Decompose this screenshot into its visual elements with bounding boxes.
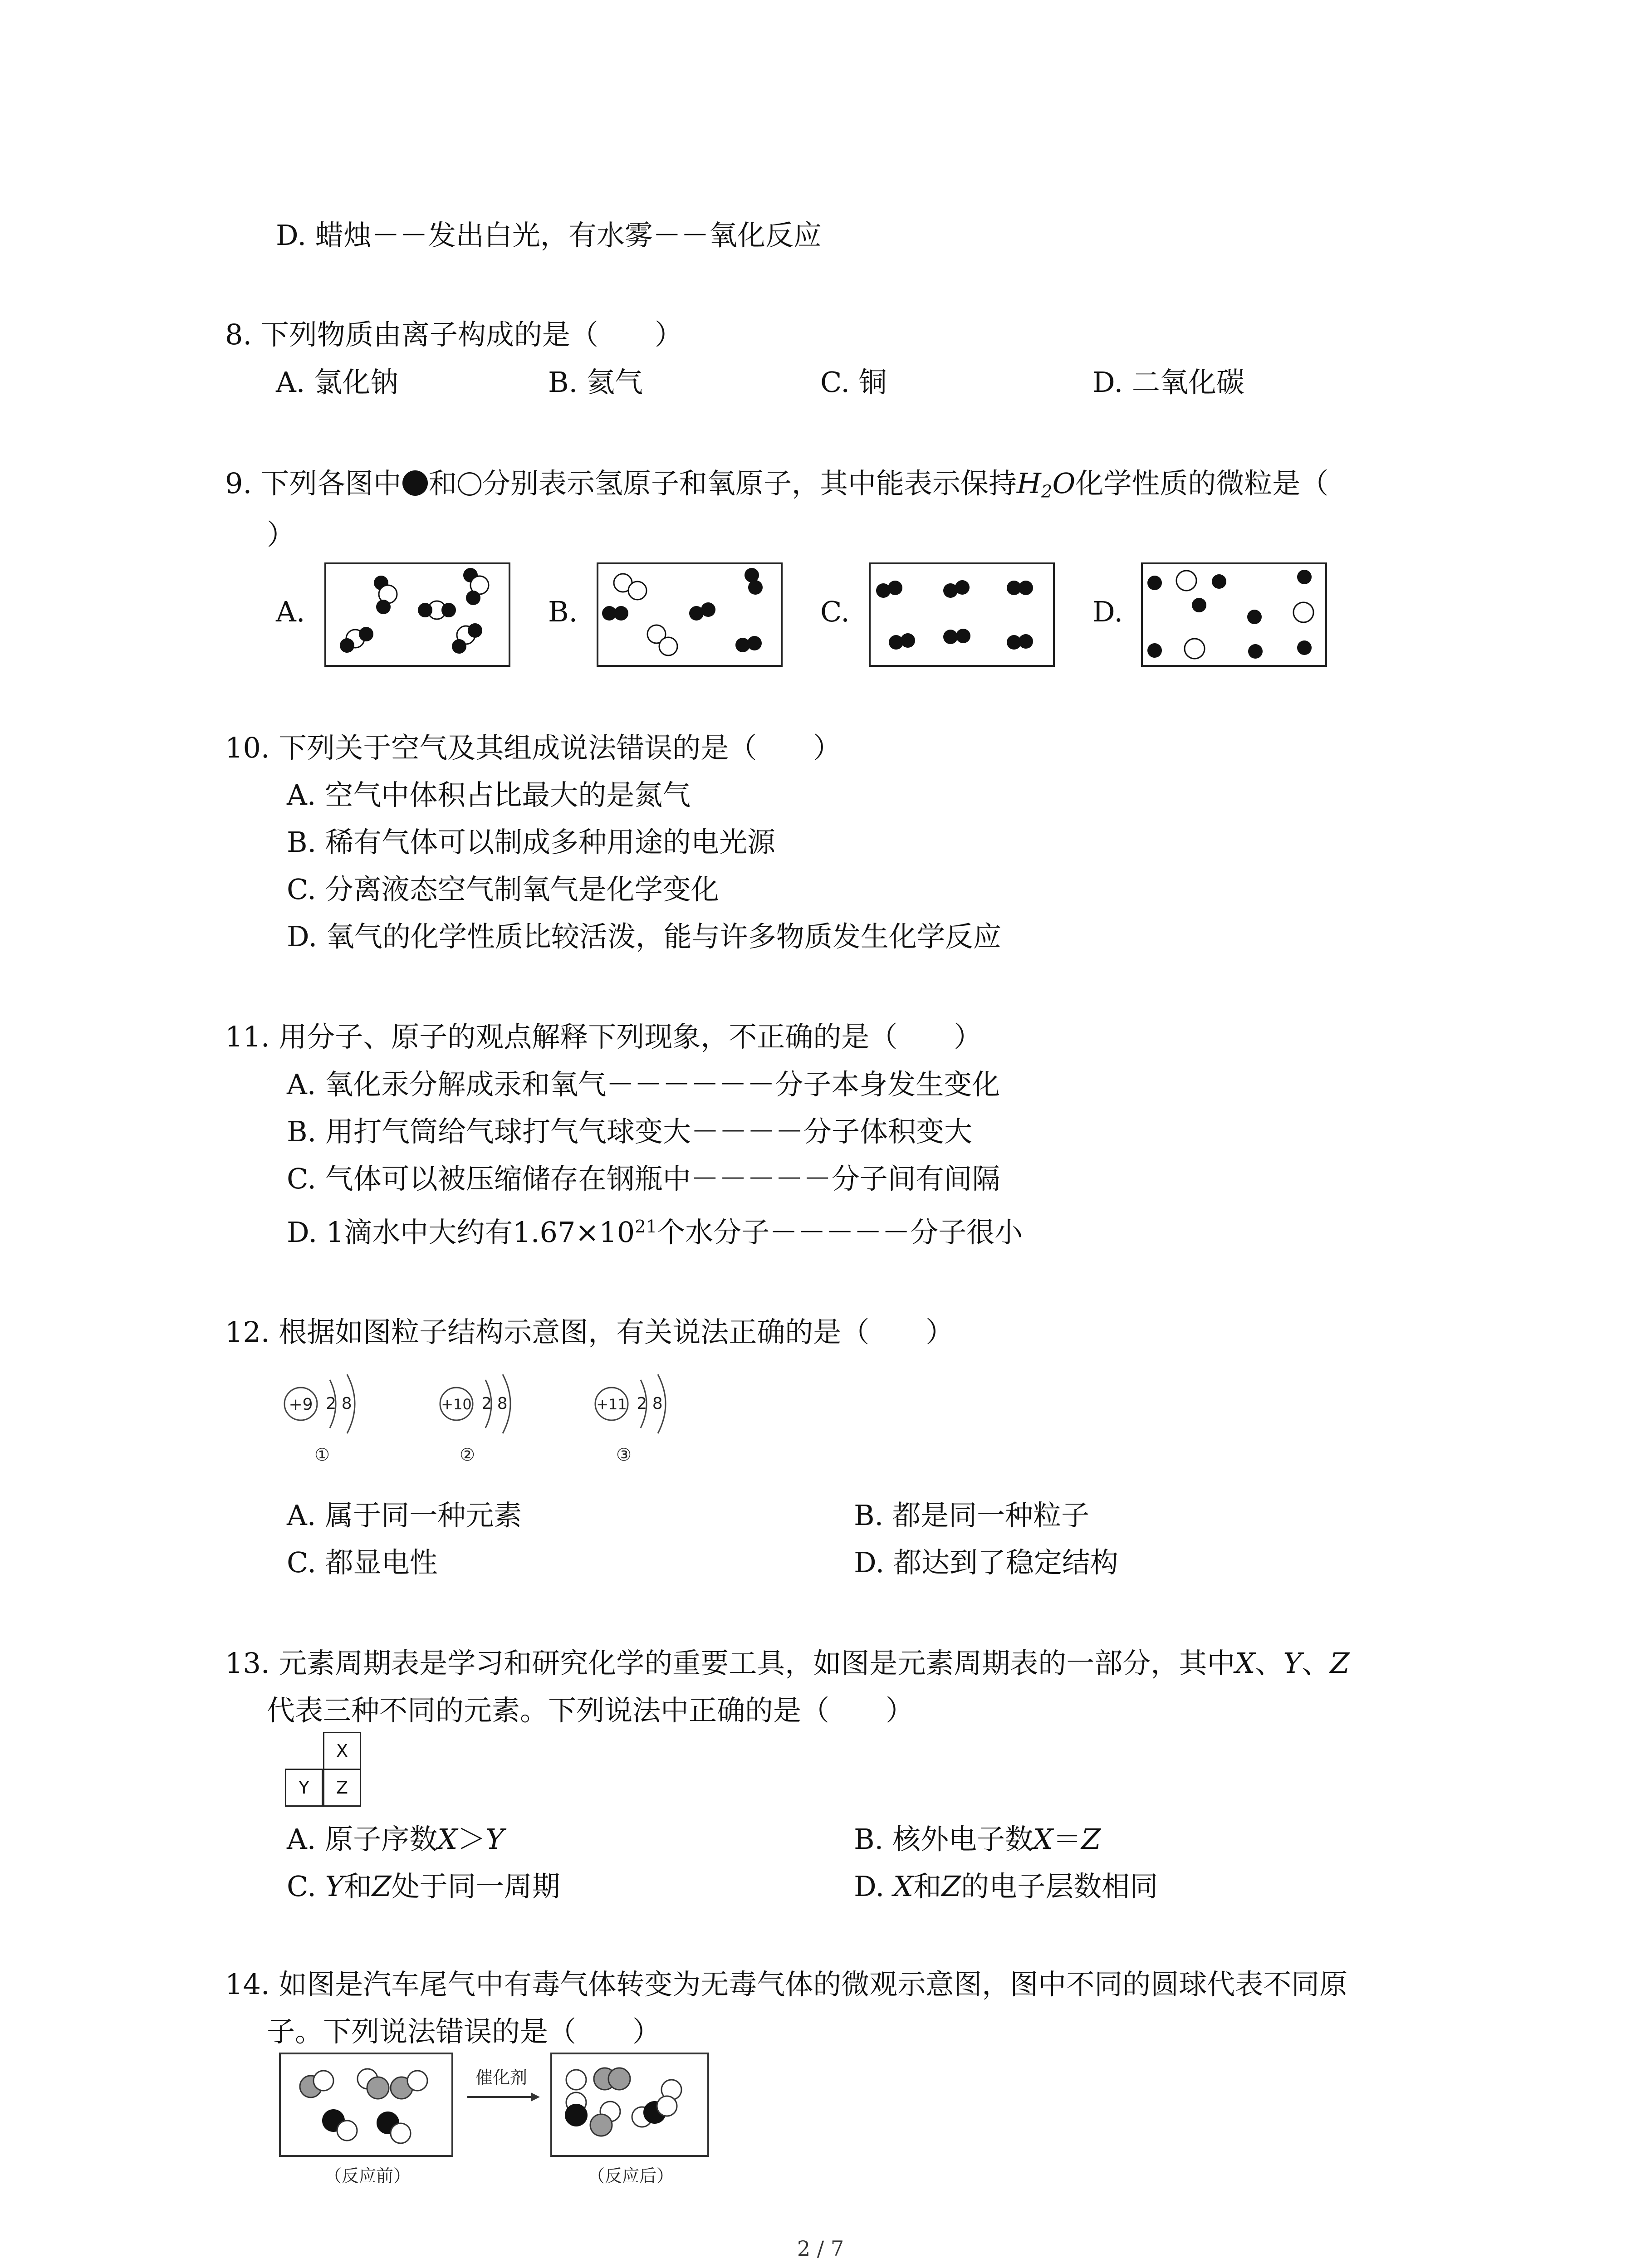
white-atom (391, 2123, 411, 2143)
gray-atom (590, 2114, 612, 2136)
oxygen-atom (1176, 571, 1196, 591)
black-atom (565, 2104, 587, 2126)
hydrogen-atom (745, 568, 759, 582)
q13-option-c (287, 1872, 560, 1901)
pt-cell-x: X (323, 1732, 361, 1770)
q11-option-b: B. 用打气筒给气球打气气球变大－－－－分子体积变大 (287, 1115, 972, 1148)
q13-option-d-x: X (893, 1870, 914, 1903)
page-number: 2 / 7 (797, 2236, 844, 2261)
hydrogen-atom (452, 639, 466, 654)
q8-option-c: C. 铜 (820, 366, 887, 399)
hydrogen-atom (340, 638, 354, 653)
q13-option-c-y: Y (325, 1870, 344, 1903)
q12-option-c: C. 都显电性 (287, 1546, 438, 1579)
q9-figure-b (597, 562, 783, 667)
q13-option-d-z: Z (941, 1870, 961, 1903)
white-atom (337, 2121, 357, 2141)
q12-option-a: A. 属于同一种元素 (287, 1499, 522, 1532)
q9-label-d: D. (1092, 595, 1123, 628)
q12-particle-3 (590, 1374, 685, 1465)
q11-option-d-post: 个水分子－－－－－分子很小 (657, 1216, 1023, 1249)
hydrogen-atom (418, 603, 432, 617)
q13-sep: 、 (1255, 1647, 1283, 1680)
q11-option-d-pre: D. 1滴水中大约有1.67×10 (287, 1216, 635, 1249)
hydrogen-atom (468, 623, 482, 638)
shell-electrons: 2 8 (637, 1394, 663, 1413)
q13-option-c-z: Z (372, 1870, 392, 1903)
shell-electrons: 2 8 (326, 1394, 352, 1413)
hydrogen-atom (376, 600, 391, 614)
q9-stem-mid2: 分别表示氢原子和氧原子，其中能表示保持 (482, 467, 1017, 500)
hydrogen-atom (614, 606, 628, 621)
hydrogen-atom (466, 591, 480, 605)
before-caption: （反应前） (324, 2166, 411, 2186)
oxygen-atom (1293, 602, 1313, 622)
hydrogen-atom (1248, 644, 1263, 659)
nucleus-charge: +9 (289, 1395, 313, 1414)
q11-option-d-exponent: 21 (635, 1216, 657, 1237)
oxygen-atom (1185, 639, 1205, 659)
q11-option-a: A. 氧化汞分解成汞和氧气－－－－－－分子本身发生变化 (287, 1068, 1000, 1101)
q13-x: X (1235, 1647, 1255, 1680)
q11-option-d (287, 1216, 1023, 1249)
q9-label-a: A. (276, 595, 305, 628)
q13-option-a-x: X (437, 1823, 458, 1856)
q8-option-d: D. 二氧化碳 (1092, 366, 1244, 399)
q14-stem-line2: 子。下列说法错误的是（ ） (267, 2015, 661, 2048)
q9-formula-2: 2 (1041, 481, 1053, 502)
q13-z: Z (1330, 1647, 1350, 1680)
q13-stem-line1 (225, 1647, 1350, 1680)
q13-option-d-prefix: D. (854, 1870, 893, 1903)
hydrogen-atom (1147, 643, 1162, 658)
q10-option-d: D. 氧气的化学性质比较活泼，能与许多物质发生化学反应 (287, 920, 1001, 953)
q7-option-d: D. 蜡烛－－发出白光，有水雾－－氧化反应 (276, 219, 822, 252)
q9-label-c: C. (820, 595, 850, 628)
pt-cell-z: Z (323, 1769, 361, 1807)
q9-figure-a (324, 562, 510, 667)
hydrogen-atom (701, 602, 715, 617)
q9-formula-h: H (1016, 467, 1041, 500)
q12-particle-1 (279, 1374, 374, 1465)
gray-atom (608, 2068, 630, 2090)
black-atom-icon (402, 470, 428, 496)
q9-stem-mid1: 和 (428, 467, 457, 500)
q9-stem (225, 467, 1329, 502)
particle-label: ② (459, 1445, 475, 1465)
hydrogen-atom (955, 580, 970, 595)
oxygen-atom (659, 637, 677, 655)
q9-figure-c (869, 562, 1055, 667)
q13-option-d-text: 的电子层数相同 (961, 1870, 1158, 1903)
hydrogen-atom (441, 603, 456, 617)
white-atom (566, 2070, 586, 2090)
q13-option-c-prefix: C. (287, 1870, 325, 1903)
q13-sep: 、 (1302, 1647, 1330, 1680)
gray-atom (367, 2077, 389, 2099)
hydrogen-atom (359, 627, 373, 641)
q13-option-a-relation: ＞ (457, 1823, 486, 1856)
white-atom (657, 2096, 677, 2116)
shell-electrons: 2 8 (481, 1394, 508, 1413)
white-atom-icon (458, 472, 481, 496)
arrow-head-icon (531, 2092, 540, 2102)
q9-stem-post: 化学性质的微粒是（ (1075, 467, 1329, 500)
q9-label-b: B. (548, 595, 578, 628)
q12-option-d: D. 都达到了稳定结构 (854, 1546, 1118, 1579)
hydrogen-atom (747, 636, 762, 650)
nucleus-charge: +10 (441, 1396, 472, 1413)
q13-option-a-y: Y (485, 1823, 505, 1856)
q13-option-a-text: A. 原子序数 (287, 1823, 438, 1856)
hydrogen-atom (1297, 640, 1312, 655)
q9-figure-d (1141, 562, 1327, 667)
hydrogen-atom (1147, 576, 1162, 590)
hydrogen-atom (1192, 598, 1206, 612)
q13-option-d (854, 1872, 1158, 1901)
hydrogen-atom (956, 629, 970, 643)
q9-c-frame (870, 563, 1054, 666)
hydrogen-atom (888, 581, 902, 595)
q13-option-a (287, 1823, 505, 1856)
q10-option-c: C. 分离液态空气制氧气是化学变化 (287, 873, 719, 906)
catalyst-label: 催化剂 (475, 2068, 528, 2087)
q13-option-b (854, 1823, 1101, 1856)
hydrogen-atom (1247, 610, 1262, 624)
q12-particle-2 (435, 1374, 530, 1465)
q10-option-b: B. 稀有气体可以制成多种用途的电光源 (287, 826, 775, 859)
q12-option-b: B. 都是同一种粒子 (854, 1499, 1089, 1532)
q13-option-c-and: 和 (343, 1870, 372, 1903)
q9-stem-pre: 9. 下列各图中 (225, 467, 402, 500)
after-caption: （反应后） (587, 2166, 674, 2186)
q9-formula-o: O (1052, 467, 1076, 500)
q13-option-d-and: 和 (913, 1870, 942, 1903)
q9-stem-line2: ） (267, 518, 295, 551)
q13-option-b-relation: ＝ (1053, 1823, 1082, 1856)
q13-option-b-z: Z (1081, 1823, 1101, 1856)
q11-stem: 11. 用分子、原子的观点解释下列现象，不正确的是（ ） (225, 1020, 982, 1053)
hydrogen-atom (901, 633, 915, 648)
q11-option-c: C. 气体可以被压缩储存在钢瓶中－－－－－分子间有间隔 (287, 1162, 1000, 1195)
q8-option-a: A. 氯化钠 (276, 366, 399, 399)
q8-option-b: B. 氦气 (548, 366, 643, 399)
white-atom (407, 2071, 427, 2091)
q10-option-a: A. 空气中体积占比最大的是氮气 (287, 778, 691, 811)
q13-option-c-text: 处于同一周期 (391, 1870, 560, 1903)
q12-stem: 12. 根据如图粒子结构示意图，有关说法正确的是（ ） (225, 1315, 954, 1349)
oxygen-atom (628, 582, 647, 600)
q10-stem: 10. 下列关于空气及其组成说法错误的是（ ） (225, 731, 842, 764)
hydrogen-atom (1297, 570, 1312, 584)
q8-stem: 8. 下列物质由离子构成的是（ ） (225, 318, 683, 351)
q13-option-b-x: X (1033, 1823, 1053, 1856)
pt-cell-y: Y (285, 1769, 323, 1807)
hydrogen-atom (1212, 574, 1226, 589)
q13-stem-line2: 代表三种不同的元素。下列说法中正确的是（ ） (267, 1694, 914, 1727)
hydrogen-atom (1019, 581, 1033, 595)
particle-label: ③ (616, 1445, 632, 1465)
q14-reaction-diagram (279, 2053, 733, 2189)
particle-label: ① (314, 1445, 330, 1465)
q13-stem-pre: 13. 元素周期表是学习和研究化学的重要工具，如图是元素周期表的一部分，其中 (225, 1647, 1235, 1680)
q13-y: Y (1283, 1647, 1302, 1680)
q13-option-b-text: B. 核外电子数 (854, 1823, 1033, 1856)
hydrogen-atom (748, 580, 763, 595)
q14-stem-line1: 14. 如图是汽车尾气中有毒气体转变为无毒气体的微观示意图，图中不同的圆球代表不同原 (225, 1968, 1348, 2001)
white-atom (314, 2071, 333, 2091)
hydrogen-atom (1019, 634, 1033, 649)
nucleus-charge: +11 (596, 1396, 627, 1413)
hydrogen-atom (943, 630, 958, 644)
